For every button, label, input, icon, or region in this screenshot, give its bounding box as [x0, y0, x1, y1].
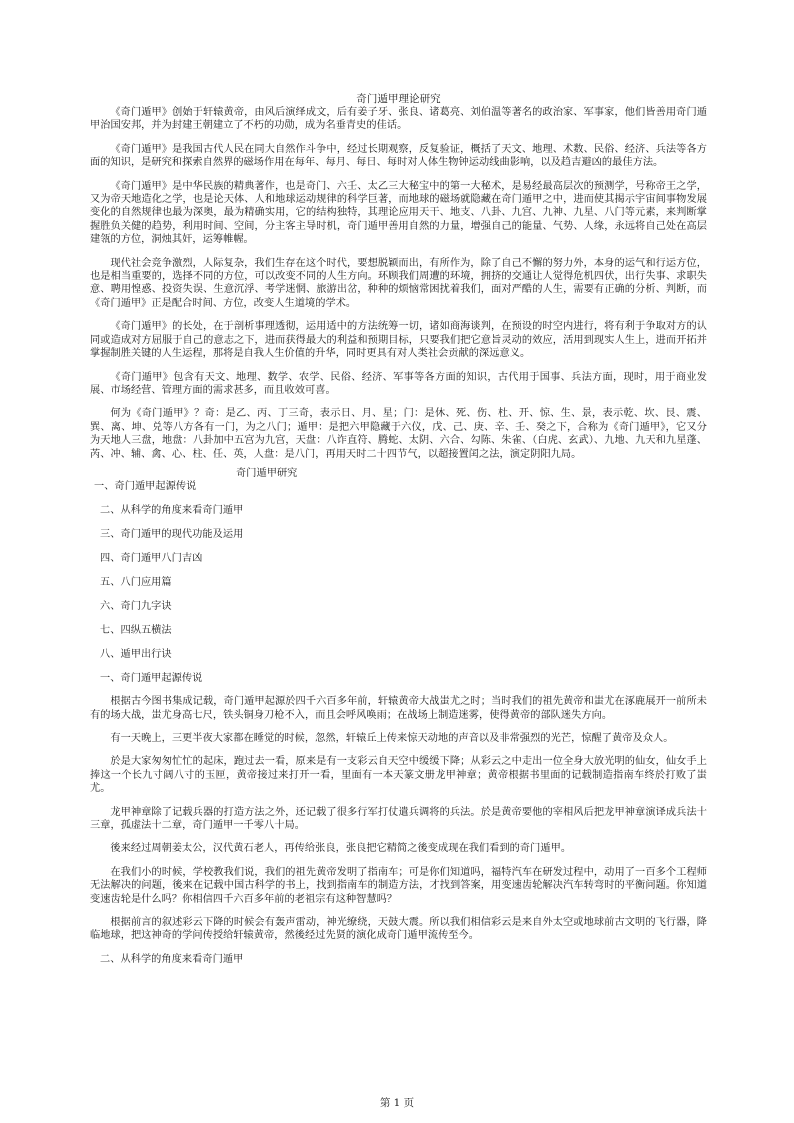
toc-item: 七、四纵五横法 — [100, 625, 172, 637]
section-heading: 二、从科学的角度来看奇门遁甲 — [100, 953, 244, 965]
toc-item: 二、从科学的角度来看奇门遁甲 — [100, 505, 244, 517]
page-number: 第 1 页 — [379, 1097, 415, 1109]
intro-paragraph: 现代社会竞争激烈，人际复杂，我们生存在这个时代，要想脱颖而出，有所作为，除了自己不懈的努力外，本身的运气和行运方位，也是相当重要的，选择不同的方位，可以改变不同的人生方向。环顾我们周遭的环境，拥挤的交通让人觉得危机四伏，出行失事、求职失意、聘用惶惑、投资失误、生意沉浮、考学迷惘、旅游出岔，种种的烦恼常困扰着我们，面对严酷的人生，需要有正确的分析、判断，而《奇门遁甲》正是配合时间、方位，改变人生道境的学术。 — [90, 257, 707, 309]
document-title: 奇门遁甲理论研究 — [356, 93, 441, 105]
body-paragraph: 龙甲神章除了记载兵器的打造方法之外，还记载了很多行军打仗遣兵调将的兵法。於是黄帝要他的宰相风后把龙甲神章演译成兵法十三章，孤虚法十二章，奇门遁甲一千零八十局。 — [90, 806, 707, 831]
intro-paragraph: 《奇门遁甲》是中华民族的精典著作，也是奇门、六壬、太乙三大秘宝中的第一大秘术，是易经最高层次的预测学，号称帝王之学，又为帝天地造化之学，也是论天体、人和地球运动规律的科学巨著，而地球的磁场就隐藏在奇门遁甲之中，进而使其揭示宇宙间事物发展变化的自然规律也最为深奥，最为精确实用，它的结构独特，其理论应用天干、地支、八卦、九宫、九神、九星、八门等元素，来判断掌握胜负关健的趋势，利用时间、空间，分主客主导时机，奇门遁甲善用自然的力量，增强自己的能量、气势、人缘，永远将自己处在高层建瓴的方位，洞烛其奸，运筹帷幄。 — [90, 180, 707, 246]
intro-paragraph: 何为《奇门遁甲》？奇：是乙、丙、丁三奇，表示日、月、星；门：是休、死、伤、杜、开、惊、生、景，表示乾、坎、艮、震、巽、离、坤、兑等八方各有一门，为之八门；遁甲：是把六甲隐藏于六仪，戊、己、庚、辛、壬、癸之下，合称为《奇门遁甲》，它又分为天地人三盘，地盘：八卦加中五宫为九宫，天盘：八诈直符、腾蛇、太阴、六合、勾陈、朱雀、（白虎、玄武）、九地、九天和九星蓬、芮、冲、辅、禽、心、柱、任、英，人盘：是八门，再用天时二十四节气，以超接置闰之法，演定阴阳九局。 — [90, 408, 707, 460]
body-paragraph: 根据前言的叙述彩云下降的时候会有轰声雷动，神光缭绕，天鼓大震。所以我们相信彩云是来自外太空或地球前古文明的飞行器，降临地球，把这神奇的学问传授给轩辕黄帝，然後经过先贤的演化成奇门遁甲流传至今。 — [90, 917, 707, 942]
intro-paragraph: 《奇门遁甲》创始于轩辕黄帝，由风后演绎成文，后有姜子牙、张良、诸葛亮、刘伯温等著名的政治家、军事家，他们皆善用奇门遁甲治国安邦，并为封建王朝建立了不朽的功勋，成为名垂青史的佳话。 — [90, 107, 707, 132]
body-paragraph: 在我们小的时候，学校教我们说，我们的祖先黄帝发明了指南车；可是你们知道吗，福特汽车在研发过程中，动用了一百多个工程师无法解决的问题，後来在记载中国古科学的书上，找到指南车的制造方法，才找到答案，用变速齿轮解决汽车转弯时的平衡问题。你知道变速齿轮是什么吗？你相信四千六百多年前的老祖宗有这种智慧吗？ — [90, 866, 707, 905]
intro-paragraph: 《奇门遁甲》包含有天文、地理、数学、农学、民俗、经济、军事等各方面的知识，古代用于国事、兵法方面，现时，用于商业发展、市场经营、管理方面的需求甚多，而且收效可喜。 — [90, 371, 707, 396]
section-heading: 一、奇门遁甲起源传说 — [100, 672, 203, 684]
toc-item: 六、奇门九字诀 — [100, 601, 172, 613]
body-paragraph: 有一天晚上，三更半夜大家都在睡觉的时候，忽然，轩辕丘上传来惊天动地的声音以及非常强烈的光芒，惊醒了黄帝及众人。 — [110, 732, 674, 744]
body-paragraph: 後来经过周朝姜太公，汉代黄石老人，再传给张良，张良把它精简之後变成现在我们看到的奇门遁甲。 — [110, 843, 572, 855]
section-subtitle: 奇门遁甲研究 — [236, 467, 298, 479]
table-of-contents — [90, 480, 707, 661]
intro-paragraph: 《奇门遁甲》的长处，在于剖析事理透彻，运用适中的方法统筹一切，诸如商海谈判，在预设的时空内进行，将有利于争取对方的认同或造成对方屈服于自己的意志之下，进而获得最大的利益和预期目标，只要我们把它意旨灵动的效应，活用到现实人生上，进而开拓并掌握制胜关键的人生运程，那将是自我人生价值的升华，同时更具有对人类社会贡献的深远意义。 — [90, 321, 707, 360]
intro-paragraph: 《奇门遁甲》是我国古代人民在同大自然作斗争中，经过长期观察，反复验证，概括了天文、地理、术数、民俗、经济、兵法等各方面的知识，是研究和探索自然界的磁场作用在每年、每月、每日、每时对人体生物钟运动线曲影响，以及趋吉避凶的最佳方法。 — [90, 143, 707, 169]
toc-item: 五、八门应用篇 — [100, 577, 172, 589]
body-paragraph: 根据古今图书集成记载，奇门遁甲起源於四千六百多年前，轩辕黄帝大战蚩尤之时；当时我们的祖先黄帝和蚩尤在涿鹿展开一前所未有的场大战，蚩尤身高七尺，铁头铜身刀枪不入，而且会呼风唤雨；在战场上制造迷雾，使得黄帝的部队迷失方向。 — [90, 696, 707, 721]
body-paragraph: 於是大家匆匆忙忙的起床，跑过去一看，原来是有一支彩云自天空中缓缓下降；从彩云之中走出一位全身大放光明的仙女，仙女手上捧这一个长九寸阔八寸的玉匣，黄帝接过来打开一看，里面有一本天篆文册龙甲神章；黄帝根据书里面的记载制造指南车终於打败了蚩尤。 — [90, 756, 707, 795]
toc-item: 一、奇门遁甲起源传说 — [94, 481, 197, 493]
toc-item: 四、奇门遁甲八门吉凶 — [100, 553, 203, 565]
document-body — [90, 92, 707, 966]
toc-item: 八、遁甲出行诀 — [100, 649, 172, 661]
toc-item: 三、奇门遁甲的现代功能及运用 — [100, 529, 244, 541]
